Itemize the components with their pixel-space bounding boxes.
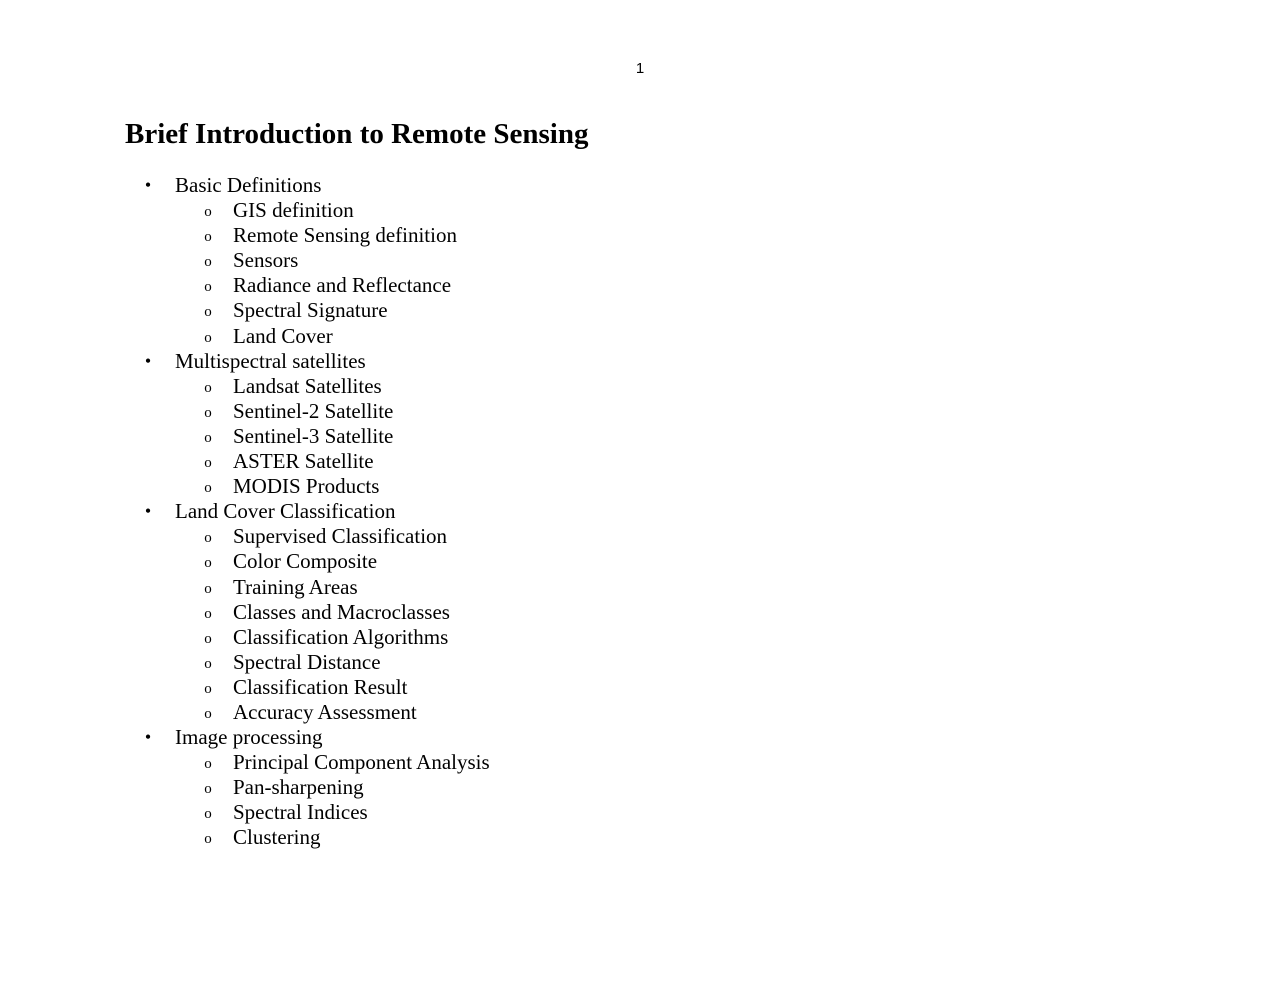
subitem-label: Spectral Distance — [233, 649, 381, 674]
document-title: Brief Introduction to Remote Sensing — [125, 118, 589, 150]
bullet-circle-icon: o — [204, 605, 212, 622]
section-label: Basic Definitions — [175, 173, 322, 197]
subitem-label: Color Composite — [233, 549, 378, 574]
subitem-label: Sentinel-3 Satellite — [233, 423, 394, 448]
section-label: Land Cover Classification — [175, 499, 396, 524]
bullet-circle-icon: o — [204, 304, 212, 321]
bullet-circle-icon: o — [204, 204, 212, 221]
bullet-circle-icon: o — [204, 329, 212, 346]
bullet-circle-icon: o — [204, 229, 212, 246]
bullet-disc-icon: • — [144, 727, 152, 748]
subitem-label: Principal Component Analysis — [233, 750, 490, 775]
subitem-label: Supervised Classification — [233, 524, 448, 549]
subitem-label: Clustering — [233, 825, 321, 850]
subitem-label: Land Cover — [233, 323, 333, 348]
bullet-circle-icon: o — [204, 480, 212, 497]
section-label: Image processing — [175, 725, 323, 750]
bullet-circle-icon: o — [204, 555, 212, 572]
bullet-disc-icon: • — [144, 501, 152, 522]
bullet-circle-icon: o — [204, 254, 212, 271]
subitem-label: MODIS Products — [233, 474, 380, 499]
bullet-circle-icon: o — [204, 530, 212, 547]
subitem-label: Spectral Signature — [233, 298, 388, 323]
bullet-circle-icon: o — [204, 806, 212, 823]
subitem-label: Sentinel-2 Satellite — [233, 398, 394, 423]
bullet-circle-icon: o — [204, 680, 212, 697]
subitem-label: Landsat Satellites — [233, 373, 382, 398]
subitem-label: Remote Sensing definition — [233, 223, 457, 248]
page-number: 1 — [635, 60, 645, 77]
subitem-label: Sensors — [233, 248, 299, 273]
subitem-label: Classification Result — [233, 674, 408, 699]
subitem-label: Accuracy Assessment — [233, 699, 417, 724]
subitem-label: Pan-sharpening — [233, 775, 364, 800]
bullet-circle-icon: o — [204, 404, 212, 421]
subitem-label: Radiance and Reflectance — [233, 273, 452, 298]
bullet-circle-icon: o — [204, 630, 212, 647]
subitem-label: Spectral Indices — [233, 800, 368, 825]
subitem-label: Classification Algorithms — [233, 624, 449, 649]
bullet-circle-icon: o — [204, 831, 212, 848]
bullet-circle-icon: o — [204, 705, 212, 722]
bullet-circle-icon: o — [204, 379, 212, 396]
bullet-circle-icon: o — [204, 655, 212, 672]
bullet-disc-icon: • — [144, 175, 152, 195]
bullet-circle-icon: o — [204, 781, 212, 798]
section-label: Multispectral satellites — [175, 348, 366, 373]
bullet-circle-icon: o — [204, 580, 212, 597]
subitem-label: ASTER Satellite — [233, 449, 374, 474]
bullet-circle-icon: o — [204, 455, 212, 472]
bullet-circle-icon: o — [204, 429, 212, 446]
bullet-circle-icon: o — [204, 279, 212, 296]
subitem-label: GIS definition — [233, 198, 354, 223]
subitem-label: Classes and Macroclasses — [233, 599, 450, 624]
bullet-circle-icon: o — [204, 756, 212, 773]
bullet-disc-icon: • — [144, 350, 152, 371]
subitem-label: Training Areas — [233, 574, 358, 599]
